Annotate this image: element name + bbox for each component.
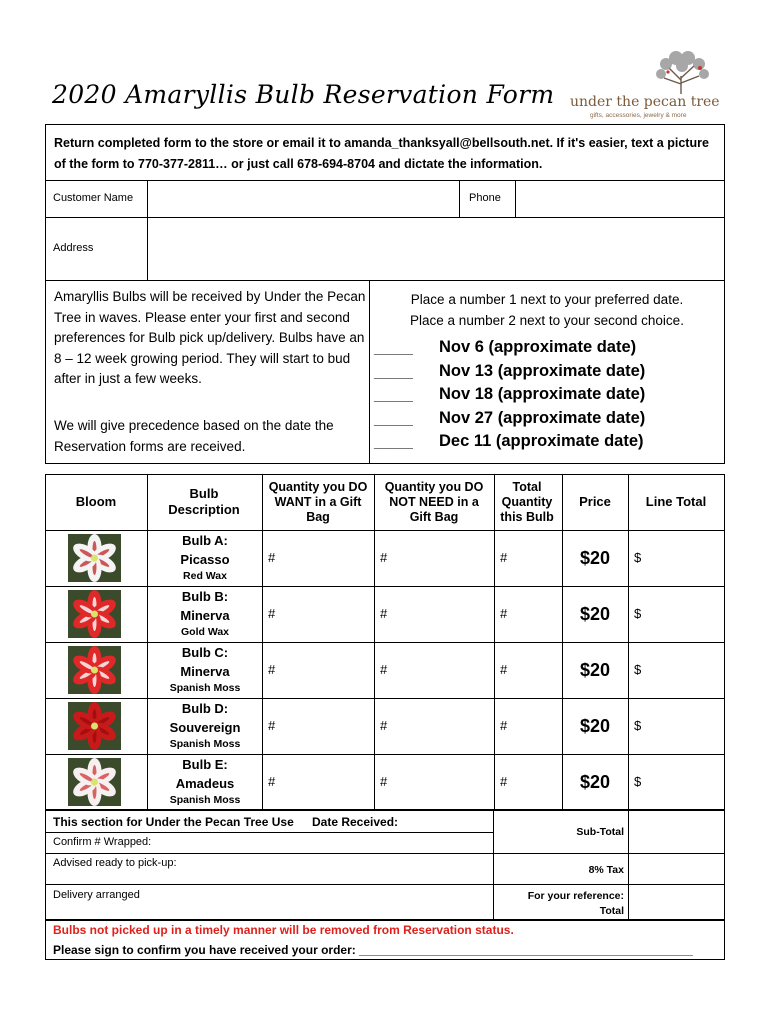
bulb-label: Bulb E: bbox=[182, 757, 228, 772]
date-preference-blank[interactable]: _____ bbox=[374, 434, 413, 450]
bulb-name: Amadeus bbox=[175, 776, 235, 791]
date-preference-blank[interactable]: _____ bbox=[374, 340, 413, 356]
qty-gift-bag-field[interactable]: # bbox=[268, 718, 276, 733]
page-title: 2020 Amaryllis Bulb Reservation Form bbox=[52, 80, 555, 109]
date-option bbox=[374, 338, 722, 362]
header-price: Price bbox=[579, 494, 611, 509]
qty-no-gift-bag-field[interactable]: # bbox=[380, 774, 388, 789]
customer-name-label: Customer Name bbox=[53, 192, 134, 204]
customer-name-field[interactable] bbox=[148, 181, 459, 217]
total-qty-field[interactable]: # bbox=[500, 550, 508, 565]
header-bulb-description: Bulb Description bbox=[168, 486, 240, 517]
logo-tagline: gifts, accessories, jewelry & more bbox=[590, 112, 687, 119]
amaryllis-flower-icon bbox=[68, 534, 121, 582]
date-preference-blank[interactable]: _____ bbox=[374, 410, 413, 427]
reference-total-label: For your reference: bbox=[527, 890, 624, 902]
bulb-info-text: Amaryllis Bulbs will be received by Under the Pecan Tree in waves. Please enter your first and second preferences for Bulb pick up/delivery. Bulbs have an 8 – 12 week growing period. They will start to bud after in just a few weeks. bbox=[54, 289, 366, 387]
date-option bbox=[374, 385, 722, 409]
total-label: Total bbox=[599, 905, 624, 917]
advised-label: Advised ready to pick-up: bbox=[53, 857, 177, 869]
line-total-field[interactable]: $ bbox=[634, 606, 642, 621]
line-total-field[interactable]: $ bbox=[634, 550, 642, 565]
date-label: Nov 6 (approximate date) bbox=[439, 338, 637, 356]
price-value: $20 bbox=[579, 548, 611, 568]
amaryllis-flower-icon bbox=[68, 590, 121, 638]
bulb-name: Souvereign bbox=[169, 720, 241, 735]
qty-gift-bag-field[interactable]: # bbox=[268, 774, 276, 789]
bulb-row bbox=[45, 698, 725, 754]
date-options bbox=[374, 338, 722, 456]
qty-gift-bag-field[interactable]: # bbox=[268, 550, 276, 565]
intro-text: Return completed form to the store or email it to amanda_thanksyall@bellsouth.net. If it's easier, text a picture of the form to 770-377-2811… or just call 678-694-8704 and dictate the information. bbox=[54, 136, 709, 171]
date-preference-blank[interactable]: _____ bbox=[374, 387, 413, 403]
total-qty-field[interactable]: # bbox=[500, 718, 508, 733]
address-label: Address bbox=[53, 242, 94, 254]
qty-gift-bag-field[interactable]: # bbox=[268, 662, 276, 677]
qty-no-gift-bag-field[interactable]: # bbox=[380, 606, 388, 621]
header-total-qty: Total Quantity this Bulb bbox=[500, 480, 554, 524]
amaryllis-flower-icon bbox=[68, 702, 121, 750]
qty-no-gift-bag-field[interactable]: # bbox=[380, 550, 388, 565]
amaryllis-flower-icon bbox=[68, 646, 121, 694]
date-label: Nov 27 (approximate date) bbox=[439, 408, 646, 427]
bulb-name: Minerva bbox=[180, 608, 230, 623]
bulb-name: Minerva bbox=[180, 664, 230, 679]
bulb-row bbox=[45, 586, 725, 642]
bloom-photo bbox=[68, 646, 121, 699]
tax-label: 8% Tax bbox=[588, 864, 624, 876]
total-qty-field[interactable]: # bbox=[500, 662, 508, 677]
tax-field[interactable] bbox=[629, 854, 724, 884]
header-qty-gift-bag: Quantity you DO WANT in a Gift Bag bbox=[268, 480, 368, 524]
price-value: $20 bbox=[579, 716, 611, 736]
bloom-photo bbox=[68, 590, 121, 643]
pickup-warning: Bulbs not picked up in a timely manner will be removed from Reservation status. bbox=[53, 923, 514, 937]
wax-type: Spanish Moss bbox=[169, 794, 241, 806]
precedence-text: We will give precedence based on the date the Reservation forms are received. bbox=[54, 418, 334, 454]
delivery-label: Delivery arranged bbox=[53, 889, 140, 901]
line-total-field[interactable]: $ bbox=[634, 718, 642, 733]
bulb-label: Bulb C: bbox=[181, 645, 229, 660]
price-value: $20 bbox=[579, 772, 611, 792]
amaryllis-flower-icon bbox=[68, 758, 121, 806]
price-value: $20 bbox=[579, 604, 611, 624]
total-qty-field[interactable]: # bbox=[500, 606, 508, 621]
header-bloom: Bloom bbox=[75, 494, 117, 509]
date-instruction-1: Place a number 1 next to your preferred date. bbox=[410, 292, 684, 307]
date-label: Nov 13 (approximate date) bbox=[439, 361, 646, 380]
bulb-label: Bulb A: bbox=[182, 533, 228, 548]
date-label: Nov 18 (approximate date) bbox=[439, 385, 646, 403]
total-field[interactable] bbox=[629, 885, 724, 919]
signature-line[interactable]: Please sign to confirm you have received your order: __________________________________________________ bbox=[53, 943, 693, 957]
bloom-photo bbox=[68, 758, 121, 811]
total-qty-field[interactable]: # bbox=[500, 774, 508, 789]
line-total-field[interactable]: $ bbox=[634, 662, 642, 677]
phone-field[interactable] bbox=[516, 181, 724, 217]
date-option bbox=[374, 409, 722, 433]
store-logo bbox=[566, 50, 726, 122]
phone-label: Phone bbox=[469, 192, 501, 204]
header-qty-no-gift-bag: Quantity you DO NOT NEED in a Gift Bag bbox=[384, 480, 484, 524]
bloom-photo bbox=[68, 534, 121, 587]
bulb-name: Picasso bbox=[180, 552, 230, 567]
date-instruction-2: Place a number 2 next to your second choice. bbox=[410, 313, 684, 328]
qty-no-gift-bag-field[interactable]: # bbox=[380, 662, 388, 677]
qty-gift-bag-field[interactable]: # bbox=[268, 606, 276, 621]
logo-name: under the pecan tree bbox=[570, 94, 720, 110]
subtotal-field[interactable] bbox=[629, 811, 724, 853]
bulb-row bbox=[45, 754, 725, 810]
wax-type: Spanish Moss bbox=[169, 738, 241, 750]
header-line-total: Line Total bbox=[645, 494, 707, 509]
date-preference-blank[interactable]: _____ bbox=[374, 363, 413, 380]
bulb-row bbox=[45, 530, 725, 586]
bulb-label: Bulb B: bbox=[181, 589, 229, 604]
bulb-row bbox=[45, 642, 725, 698]
line-total-field[interactable]: $ bbox=[634, 774, 642, 789]
date-received-label: Date Received: bbox=[312, 815, 399, 829]
subtotal-label: Sub-Total bbox=[576, 826, 624, 838]
wax-type: Spanish Moss bbox=[169, 682, 241, 694]
wax-type: Red Wax bbox=[183, 570, 227, 582]
bloom-photo bbox=[68, 702, 121, 755]
wax-type: Gold Wax bbox=[180, 626, 230, 638]
address-field[interactable] bbox=[148, 218, 724, 280]
store-use-header: This section for Under the Pecan Tree Use bbox=[53, 815, 294, 829]
date-label: Dec 11 (approximate date) bbox=[439, 432, 644, 450]
qty-no-gift-bag-field[interactable]: # bbox=[380, 718, 388, 733]
confirm-wrapped-label: Confirm # Wrapped: bbox=[53, 836, 152, 848]
date-option bbox=[374, 432, 722, 456]
bulb-label: Bulb D: bbox=[181, 701, 229, 716]
price-value: $20 bbox=[579, 660, 611, 680]
date-option bbox=[374, 362, 722, 386]
